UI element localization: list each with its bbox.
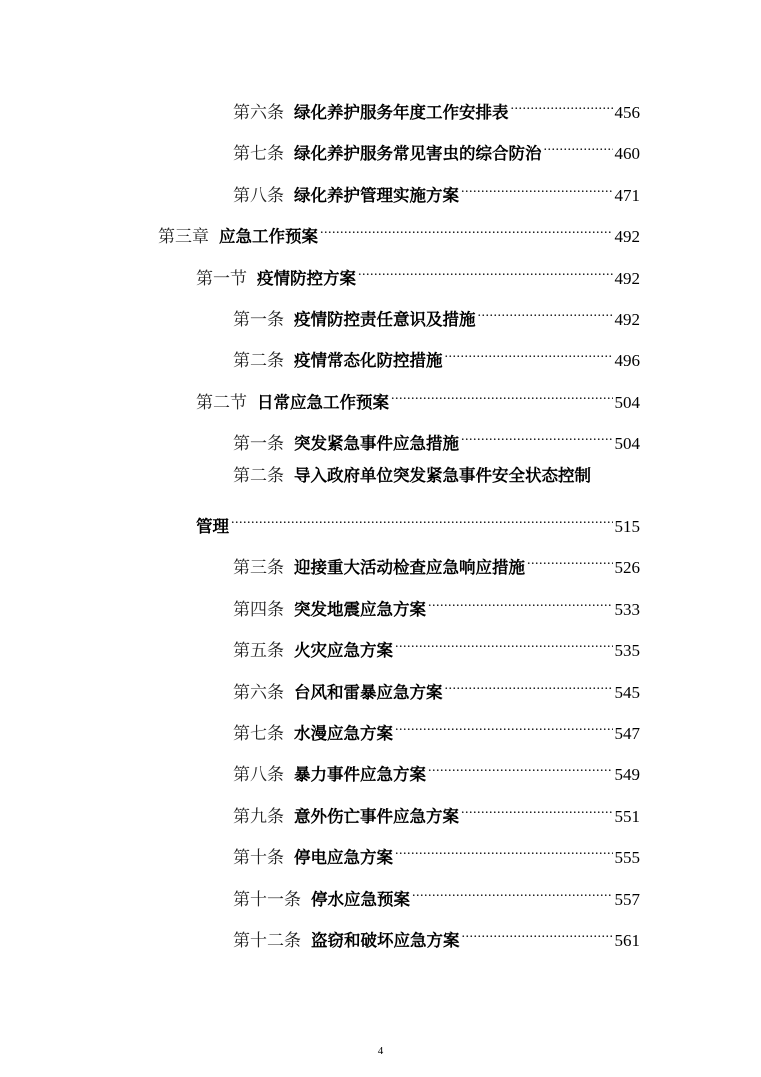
toc-dot-leader [462,916,613,946]
toc-entry-title: 意外伤亡事件应急方案 [294,806,459,826]
toc-dot-leader [231,502,613,532]
toc-entry[interactable] [196,254,640,288]
toc-entry-label: 第十条 [233,848,284,868]
toc-entry[interactable] [233,916,640,950]
toc-entry-page: 460 [614,144,640,164]
toc-entry-title: 突发紧急事件应急措施 [294,434,459,454]
toc-entry-label: 第八条 [233,185,284,205]
toc-entry[interactable] [233,668,640,702]
toc-entry-title: 日常应急工作预案 [257,392,389,412]
toc-entry-label: 第九条 [233,806,284,826]
toc-entry-title: 火灾应急方案 [294,641,393,661]
toc-dot-leader [511,88,613,118]
toc-entry-page: 535 [614,641,640,661]
toc-entry-page: 533 [614,599,640,619]
toc-entry-page: 492 [614,268,640,288]
toc-entry-title: 应急工作预案 [219,227,318,247]
toc-dot-leader [445,336,613,366]
toc-entry-page: 471 [614,185,640,205]
toc-entry-label: 第一节 [196,268,247,288]
toc-entry-page: 557 [614,889,640,909]
page-number: 4 [377,1045,384,1057]
toc-entry[interactable] [233,336,640,371]
toc-entry[interactable] [233,585,640,619]
toc-entry-label: 第八条 [233,765,284,785]
toc-entry-page: 547 [614,724,640,743]
toc-entry-page: 504 [614,392,640,412]
toc-entry[interactable] [233,295,640,329]
toc-dot-leader [358,254,613,284]
toc-entry-page: 545 [614,682,640,702]
toc-entry-label: 第六条 [233,103,284,122]
toc-entry-title: 疫情防控方案 [257,268,356,288]
toc-entry-label: 第二节 [196,392,247,412]
toc-entry-title: 停水应急预案 [311,889,410,909]
toc-dot-leader [461,419,613,449]
toc-entry[interactable] [158,212,640,247]
toc-entry-label: 第十一条 [233,889,301,909]
toc-dot-leader [395,709,613,739]
toc-dot-leader [428,750,613,780]
toc-entry[interactable] [233,626,640,661]
toc-entry[interactable] [233,461,640,491]
toc-entry[interactable] [233,709,640,743]
toc-entry[interactable] [233,792,640,826]
toc-entry-page: 515 [614,517,640,536]
toc-entry-title: 导入政府单位突发紧急事件安全状态控制 [294,465,591,485]
toc-entry-label: 第一条 [233,434,284,454]
toc-dot-leader [395,833,613,863]
toc-entry[interactable] [233,88,640,122]
toc-entry-title: 停电应急方案 [294,848,393,868]
toc-entry-page: 504 [614,434,640,454]
toc-dot-leader [461,171,613,201]
toc-entry-page: 456 [614,103,640,122]
toc-dot-leader [544,129,613,159]
toc-dot-leader [478,295,613,325]
toc-entry[interactable] [196,378,640,412]
toc-entry-title: 盗窃和破坏应急方案 [311,931,460,950]
toc-entry-label: 第七条 [233,724,284,743]
toc-entry-page: 549 [614,765,640,785]
toc-entry-label: 第四条 [233,599,284,619]
toc-entry-label: 第六条 [233,682,284,702]
toc-entry-page: 492 [614,310,640,329]
toc-entry[interactable] [233,171,640,205]
toc-entry-page: 496 [614,351,640,371]
toc-entry-page: 555 [614,848,640,868]
toc-entry-label: 第五条 [233,641,284,661]
toc-entry-page: 492 [614,227,640,247]
toc-entry-label: 第二条 [233,465,284,485]
toc-entry[interactable] [233,750,640,785]
toc-entry-title: 台风和雷暴应急方案 [294,682,443,702]
toc-entry-page: 526 [614,558,640,578]
toc-entry[interactable] [233,543,640,578]
toc-entry-label: 第二条 [233,351,284,371]
toc-dot-leader [445,668,613,698]
toc-entry[interactable] [196,502,640,536]
toc-entry[interactable] [233,875,640,909]
toc-dot-leader [461,792,613,822]
toc-entry[interactable] [233,833,640,868]
toc-dot-leader [391,378,613,408]
toc-entry-title: 绿化养护服务年度工作安排表 [294,103,509,122]
toc-entry-label: 第一条 [233,310,284,329]
toc-entry-title: 绿化养护服务常见害虫的综合防治 [294,144,542,164]
toc-entry-title: 暴力事件应急方案 [294,765,426,785]
toc-dot-leader [428,585,613,615]
toc-entry-title: 疫情常态化防控措施 [294,351,443,371]
toc-entry-page: 551 [614,806,640,826]
toc-dot-leader [320,212,613,242]
toc-entry-title: 绿化养护管理实施方案 [294,185,459,205]
toc-entry-label: 第七条 [233,144,284,164]
toc-entry[interactable] [233,419,640,454]
toc-entry-label: 第三条 [233,558,284,578]
toc-entry-label: 第十二条 [233,931,301,950]
toc-dot-leader [412,875,613,905]
toc-entry-title: 水漫应急方案 [294,724,393,743]
toc-entry-title: 迎接重大活动检查应急响应措施 [294,558,525,578]
toc-entry-title: 突发地震应急方案 [294,599,426,619]
toc-entry-title: 管理 [196,517,229,536]
toc-entry[interactable] [233,129,640,164]
toc-entry-title: 疫情防控责任意识及措施 [294,310,476,329]
toc-entry-label: 第三章 [158,227,209,247]
toc-dot-leader [527,543,613,573]
toc-dot-leader [395,626,613,656]
toc-entry-page: 561 [614,931,640,950]
